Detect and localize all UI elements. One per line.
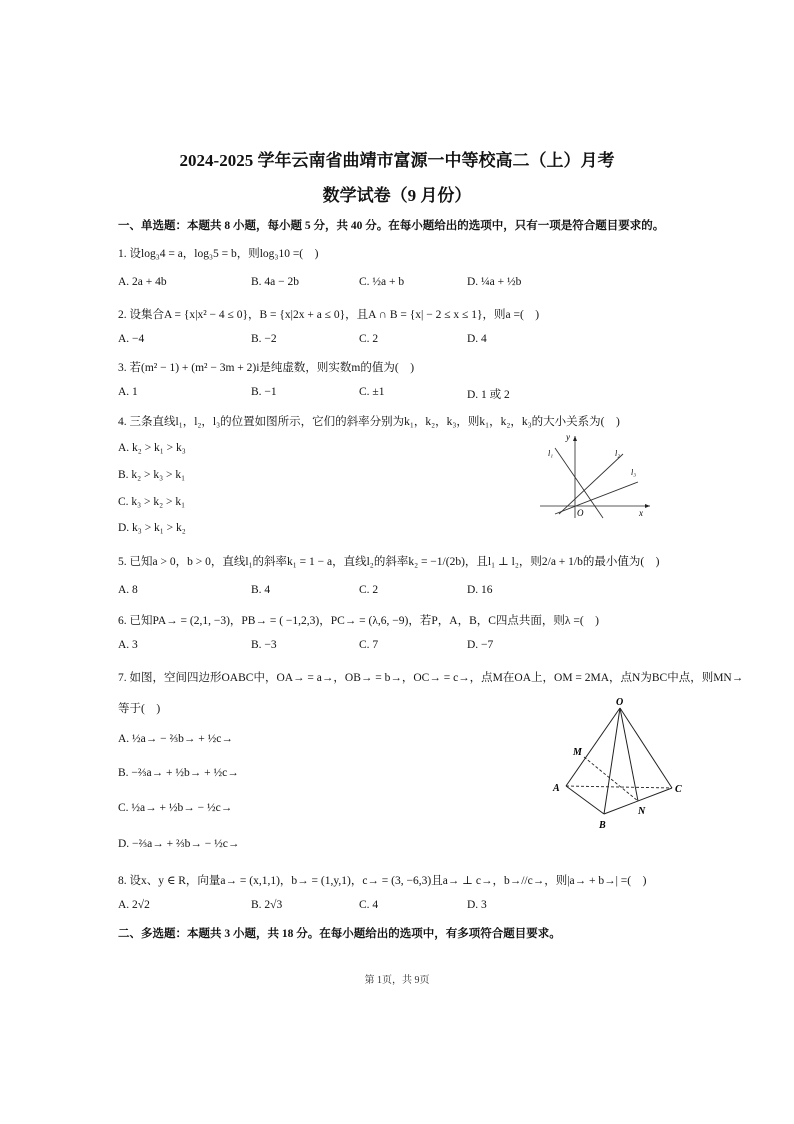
q3-option-d: D. 1 或 2: [467, 389, 510, 401]
section-heading-multiple-choice: 二、多选题：本题共 3 小题，共 18 分。在每小题给出的选项中，有多项符合题目要求。: [118, 928, 561, 940]
q4-option-a: A. k₂ > k₁ > k₃: [118, 442, 186, 454]
question-2-stem: 2. 设集合A = {x|x² − 4 ≤ 0}，B = {x|2x + a ≤ 0}，且A ∩ B = {x| − 2 ≤ x ≤ 1}，则a =( ): [118, 309, 540, 321]
q2-option-a: A. −4: [118, 333, 145, 345]
fig4-l3-label: l₃: [631, 468, 637, 477]
q8-option-d: D. 3: [467, 899, 487, 911]
question-7-stem-continued: 等于( ): [118, 703, 161, 715]
exam-title: 2024-2025 学年云南省曲靖市富源一中等校高二（上）月考: [179, 151, 615, 170]
q8-option-a: A. 2√2: [118, 899, 150, 911]
q7-option-a: A. ½a→ − ⅔b→ + ½c→: [118, 733, 233, 745]
q7-option-b: B. −⅔a→ + ½b→ + ½c→: [118, 767, 239, 779]
q6-option-b: B. −3: [251, 639, 277, 651]
fig7-label-a: A: [553, 783, 560, 794]
q6-option-d: D. −7: [467, 639, 494, 651]
question-5-stem: 5. 已知a > 0，b > 0，直线l₁的斜率k₁ = 1 − a，直线l₂的斜率k₂ = −1/(2b)，且l₁ ⊥ l₂，则2/a + 1/b的最小值为( ): [118, 556, 660, 568]
q1-option-c: C. ½a + b: [359, 276, 405, 288]
q7-option-c: C. ½a→ + ½b→ − ½c→: [118, 802, 233, 814]
q4-option-b: B. k₂ > k₃ > k₁: [118, 469, 186, 481]
q3-option-b: B. −1: [251, 386, 277, 398]
fig4-l2-label: l₂: [615, 449, 621, 458]
fig4-x-label: x: [639, 508, 643, 518]
exam-subtitle: 数学试卷（9 月份）: [322, 186, 472, 205]
q4-option-d: D. k₃ > k₁ > k₂: [118, 522, 186, 534]
q7-tetrahedron-figure: [548, 696, 688, 834]
fig7-label-c: C: [675, 784, 682, 795]
question-6-stem: 6. 已知PA→ = (2,1, −3)，PB→ = ( −1,2,3)，PC→ = (λ,6, −9)，若P，A，B，C四点共面，则λ =( ): [118, 615, 600, 627]
q3-option-a: A. 1: [118, 386, 138, 398]
q5-option-b: B. 4: [251, 584, 271, 596]
q7-option-d: D. −⅔a→ + ⅔b→ − ½c→: [118, 838, 240, 850]
fig4-origin-label: O: [577, 508, 584, 518]
q4-option-c: C. k₃ > k₂ > k₁: [118, 496, 186, 508]
section-heading-single-choice: 一、单选题：本题共 8 小题，每小题 5 分，共 40 分。在每小题给出的选项中，只有一项是符合题目要求的。: [118, 220, 665, 232]
q5-option-d: D. 16: [467, 584, 493, 596]
q8-option-c: C. 4: [359, 899, 379, 911]
fig7-label-n: N: [638, 806, 646, 817]
q3-option-c: C. ±1: [359, 386, 385, 398]
q8-option-b: B. 2√3: [251, 899, 283, 911]
q1-option-b: B. 4a − 2b: [251, 276, 300, 288]
q6-option-a: A. 3: [118, 639, 138, 651]
fig4-y-label: y: [566, 432, 570, 442]
question-7-stem: 7. 如图，空间四边形OABC中，OA→ = a→，OB→ = b→，OC→ = c→，点M在OA上，OM = 2MA，点N为BC中点，则MN→: [118, 672, 744, 684]
fig4-l1-label: l₁: [548, 449, 554, 458]
question-8-stem: 8. 设x、y ∈ R，向量a→ = (x,1,1)，b→ = (1,y,1)，c→ = (3, −6,3)且a→ ⊥ c→，b→//c→，则|a→ + b→| =( ): [118, 875, 647, 887]
question-1-stem: 1. 设log₃4 = a，log₃5 = b，则log₃10 =( ): [118, 248, 319, 260]
q5-option-c: C. 2: [359, 584, 379, 596]
question-4-stem: 4. 三条直线l₁，l₂，l₃的位置如图所示，它们的斜率分别为k₁，k₂，k₃，则k₁，k₂，k₃的大小关系为( ): [118, 416, 620, 428]
question-3-stem: 3. 若(m² − 1) + (m² − 3m + 2)i是纯虚数，则实数m的值为( ): [118, 362, 415, 374]
page-footer: 第 1页，共 9页: [364, 975, 430, 986]
q1-option-a: A. 2a + 4b: [118, 276, 167, 288]
fig7-label-m: M: [573, 747, 582, 758]
q1-option-d: D. ¼a + ½b: [467, 276, 522, 288]
q2-option-c: C. 2: [359, 333, 379, 345]
fig7-label-b: B: [599, 820, 606, 831]
q2-option-d: D. 4: [467, 333, 487, 345]
q2-option-b: B. −2: [251, 333, 277, 345]
fig7-label-o: O: [616, 697, 624, 708]
q6-option-c: C. 7: [359, 639, 379, 651]
q5-option-a: A. 8: [118, 584, 138, 596]
q4-lines-figure: [535, 430, 655, 522]
